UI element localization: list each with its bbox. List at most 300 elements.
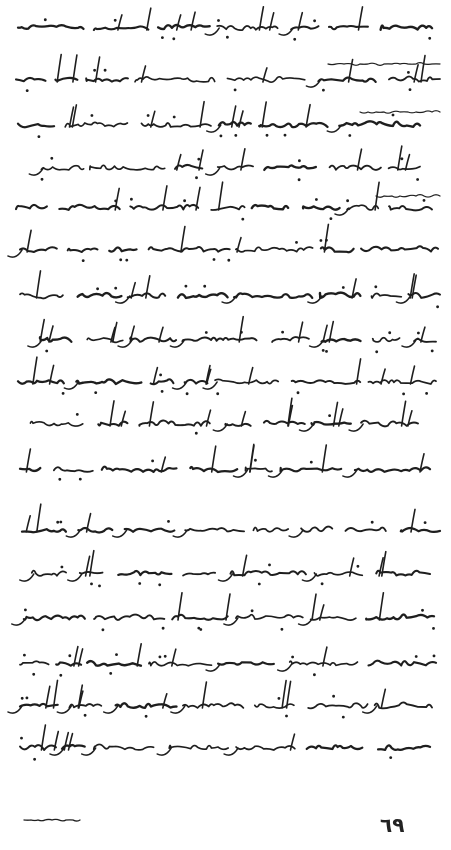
handwritten-word — [16, 205, 47, 209]
handwritten-word — [54, 467, 93, 472]
handwritten-line — [16, 182, 432, 220]
ascender-stroke — [282, 681, 286, 708]
diacritic-dot — [44, 18, 47, 21]
handwritten-word — [314, 572, 362, 576]
ascender-stroke — [421, 327, 425, 342]
diacritic-dot — [415, 655, 418, 658]
diacritic-dot — [45, 350, 48, 353]
handwritten-word — [22, 529, 66, 532]
interlinear-addition — [376, 195, 440, 198]
diacritic-dot — [102, 628, 105, 631]
diacritic-dot — [226, 36, 229, 39]
handwritten-word — [291, 26, 318, 29]
handwritten-word — [231, 571, 306, 575]
handwritten-word — [389, 206, 432, 210]
diacritic-dot — [56, 521, 59, 524]
diacritic-dot — [371, 521, 374, 524]
diacritic-dot — [203, 285, 206, 288]
diacritic-dot — [213, 258, 216, 261]
handwritten-line — [29, 146, 420, 181]
diacritic-dot — [423, 199, 426, 202]
handwritten-word — [183, 573, 215, 576]
handwritten-word — [227, 77, 304, 82]
handwritten-word — [125, 529, 175, 532]
handwritten-line — [28, 317, 436, 353]
descender-stroke — [278, 664, 292, 671]
handwritten-word — [172, 615, 228, 620]
handwritten-word — [94, 615, 164, 620]
diacritic-dot — [322, 349, 325, 352]
diacritic-dot — [62, 392, 65, 395]
handwritten-word — [76, 379, 141, 384]
diacritic-dot — [281, 331, 284, 334]
ascender-stroke — [41, 725, 45, 750]
handwritten-line — [22, 504, 440, 537]
diacritic-dot — [281, 628, 284, 631]
handwritten-word — [32, 571, 66, 576]
handwritten-word — [264, 421, 305, 424]
diacritic-dot — [234, 89, 237, 92]
descender-stroke — [203, 382, 217, 389]
diacritic-dot — [114, 287, 117, 290]
handwritten-word — [346, 528, 386, 532]
handwritten-line — [18, 7, 432, 41]
ascender-stroke — [421, 56, 425, 82]
diacritic-dot — [330, 217, 333, 220]
descender-stroke — [157, 748, 171, 755]
diacritic-dot — [186, 392, 189, 395]
handwritten-word — [211, 206, 244, 210]
handwritten-word — [20, 293, 63, 298]
ascender-stroke — [26, 516, 30, 532]
diacritic-dot — [332, 695, 335, 698]
diacritic-dot — [388, 331, 391, 334]
diacritic-dot — [61, 566, 64, 569]
ascender-stroke — [64, 733, 68, 750]
descender-stroke — [113, 530, 127, 537]
handwritten-word — [308, 703, 367, 708]
ascender-stroke — [57, 55, 61, 83]
diacritic-dot — [164, 655, 167, 658]
handwritten-word — [20, 745, 56, 750]
diacritic-dot — [234, 134, 237, 137]
handwritten-word — [40, 337, 72, 342]
handwritten-word — [149, 247, 230, 252]
diacritic-dot — [251, 609, 254, 612]
diacritic-dot — [130, 198, 133, 201]
handwritten-word — [87, 661, 141, 666]
ascender-stroke — [402, 401, 406, 426]
diacritic-dot — [220, 135, 223, 138]
handwritten-word — [311, 617, 356, 620]
diacritic-dot — [197, 158, 200, 161]
handwritten-line — [18, 102, 420, 138]
handwritten-line — [8, 224, 438, 262]
handwritten-word — [178, 293, 228, 298]
diacritic-dot — [315, 198, 318, 201]
diacritic-dot — [254, 459, 257, 462]
handwritten-word — [41, 166, 83, 170]
diacritic-dot — [313, 19, 316, 22]
handwritten-word — [376, 571, 430, 576]
diacritic-dot — [59, 674, 62, 677]
diacritic-dot — [32, 673, 35, 676]
handwritten-word — [69, 704, 101, 708]
diacritic-dot — [26, 697, 29, 700]
diacritic-dot — [158, 583, 161, 586]
descender-stroke — [8, 250, 22, 257]
diacritic-dot — [159, 374, 162, 377]
handwritten-word — [312, 422, 351, 425]
diacritic-dot — [50, 157, 53, 160]
diacritic-dot — [96, 287, 99, 290]
handwritten-line — [20, 444, 430, 480]
diacritic-dot — [348, 134, 351, 137]
diacritic-dot — [433, 655, 436, 658]
diacritic-dot — [328, 414, 331, 417]
handwritten-word — [369, 661, 437, 666]
handwritten-word — [20, 468, 40, 471]
descender-stroke — [68, 574, 82, 581]
diacritic-dot — [342, 286, 345, 289]
diacritic-dot — [325, 350, 328, 353]
handwritten-word — [109, 248, 136, 252]
catchword — [24, 819, 80, 821]
diacritic-dot — [346, 199, 349, 202]
handwritten-word — [361, 246, 438, 251]
diacritic-dot — [58, 478, 61, 481]
handwritten-word — [252, 205, 288, 209]
diacritic-dot — [109, 672, 112, 675]
descender-stroke — [104, 706, 118, 713]
diacritic-dot — [93, 69, 96, 72]
handwritten-word — [236, 746, 295, 750]
handwritten-word — [118, 571, 171, 575]
diacritic-dot — [119, 258, 122, 261]
handwritten-word — [116, 703, 177, 708]
diacritic-dot — [322, 89, 325, 92]
diacritic-dot — [417, 332, 420, 335]
handwritten-word — [414, 339, 436, 342]
handwritten-word — [217, 26, 277, 30]
handwritten-word — [20, 247, 57, 252]
diacritic-dot — [151, 460, 154, 463]
handwritten-word — [169, 746, 228, 750]
handwritten-word — [78, 528, 112, 532]
handwritten-word — [339, 121, 420, 126]
handwritten-word — [218, 662, 274, 664]
handwritten-word — [381, 26, 432, 30]
diacritic-dot — [402, 393, 405, 396]
diacritic-dot — [416, 178, 419, 181]
ascender-stroke — [299, 322, 303, 342]
ascender-stroke — [312, 594, 316, 620]
ascender-stroke — [147, 8, 151, 30]
diacritic-dot — [195, 176, 198, 179]
interlinear-addition — [360, 111, 440, 114]
ascender-stroke — [137, 644, 141, 666]
ascender-stroke — [200, 102, 204, 127]
handwritten-word — [320, 293, 361, 298]
handwritten-word — [86, 78, 128, 82]
diacritic-dot — [24, 609, 27, 612]
diacritic-dot — [172, 37, 175, 40]
ascender-stroke — [37, 271, 41, 298]
descender-stroke — [206, 168, 220, 175]
diacritic-dot — [436, 305, 439, 308]
diacritic-dot — [23, 654, 26, 657]
diacritic-dot — [285, 715, 288, 718]
diacritic-dot — [159, 656, 162, 659]
diacritic-dot — [104, 69, 107, 72]
handwritten-word — [301, 527, 332, 532]
handwritten-word — [59, 205, 119, 210]
handwritten-line — [20, 725, 430, 761]
diacritic-dot — [91, 114, 94, 117]
handwritten-word — [318, 78, 375, 82]
diacritic-dot — [432, 627, 435, 630]
handwritten-word — [215, 379, 278, 383]
handwritten-word — [24, 616, 85, 621]
ascender-stroke — [239, 111, 243, 127]
handwritten-word — [219, 122, 251, 126]
diacritic-dot — [297, 391, 300, 394]
diacritic-dot — [59, 521, 62, 524]
handwritten-line — [30, 398, 418, 434]
handwritten-word — [218, 166, 253, 170]
ascender-stroke — [40, 320, 44, 342]
ascender-stroke — [219, 182, 223, 210]
ascender-stroke — [153, 368, 157, 384]
diacritic-dot — [284, 134, 287, 137]
descender-stroke — [302, 574, 316, 581]
ascender-stroke — [262, 102, 266, 127]
diacritic-dot — [138, 582, 141, 585]
descender-stroke — [205, 28, 219, 35]
diacritic-dot — [161, 36, 164, 39]
handwritten-word — [94, 26, 148, 30]
diacritic-dot — [298, 178, 301, 181]
diacritic-dot — [278, 697, 281, 700]
diacritic-dot — [325, 239, 328, 242]
handwritten-word — [236, 615, 303, 619]
diacritic-dot — [342, 716, 345, 719]
handwritten-word — [236, 247, 313, 252]
handwritten-word — [303, 206, 340, 209]
handwritten-line — [18, 357, 436, 395]
ascender-stroke — [406, 155, 410, 170]
diacritic-dot — [76, 413, 79, 416]
ascender-stroke — [177, 155, 181, 170]
handwritten-line — [12, 593, 435, 631]
handwritten-word — [259, 123, 327, 127]
diacritic-dot — [216, 392, 219, 395]
handwritten-line — [8, 680, 432, 718]
diacritic-dot — [268, 564, 271, 567]
diacritic-dot — [389, 756, 392, 759]
diacritic-dot — [428, 37, 431, 40]
diacritic-dot — [375, 350, 378, 353]
diacritic-dot — [197, 627, 200, 630]
handwritten-word — [185, 528, 244, 531]
handwritten-word — [368, 380, 436, 384]
ascender-stroke — [322, 445, 326, 472]
handwritten-word — [190, 467, 237, 472]
diacritic-dot — [145, 715, 148, 718]
ascender-stroke — [379, 593, 383, 620]
diacritic-dot — [125, 259, 128, 262]
diacritic-dot — [392, 114, 395, 117]
diacritic-dot — [82, 259, 85, 262]
handwritten-word — [234, 293, 312, 298]
handwritten-word — [185, 380, 208, 384]
handwritten-word — [87, 338, 123, 342]
handwritten-word — [355, 467, 430, 471]
handwritten-word — [182, 338, 256, 342]
diacritic-dot — [401, 157, 404, 160]
diacritic-dot — [79, 478, 82, 481]
diacritic-dot — [425, 392, 428, 395]
diacritic-dot — [98, 585, 101, 588]
handwritten-word — [130, 337, 176, 341]
diacritic-dot — [173, 116, 176, 119]
handwritten-word — [149, 662, 212, 666]
diacritic-dot — [147, 114, 150, 117]
handwritten-word — [225, 424, 250, 426]
diacritic-dot — [291, 656, 294, 659]
diacritic-dot — [407, 71, 410, 74]
ascender-stroke — [46, 686, 50, 708]
diacritic-dot — [409, 88, 412, 91]
handwritten-word — [321, 247, 354, 252]
handwritten-word — [158, 25, 210, 29]
diacritic-dot — [424, 521, 427, 524]
diacritic-dot — [162, 627, 165, 630]
diacritic-dot — [26, 89, 29, 92]
handwritten-word — [18, 124, 54, 128]
descender-stroke — [289, 530, 303, 537]
diacritic-dot — [115, 653, 118, 656]
ascender-stroke — [121, 411, 125, 426]
diacritic-dot — [240, 331, 243, 334]
diacritic-dot — [258, 583, 261, 586]
diacritic-dot — [298, 159, 301, 162]
handwritten-word — [401, 528, 440, 532]
diacritic-dot — [227, 259, 230, 262]
handwritten-word — [102, 467, 177, 472]
diacritic-dot — [185, 285, 188, 288]
handwritten-line — [20, 644, 436, 677]
descender-stroke — [64, 382, 78, 389]
diacritic-dot — [421, 609, 424, 612]
diacritic-dot — [217, 19, 220, 22]
ascender-stroke — [239, 317, 243, 342]
diacritic-dot — [161, 390, 164, 393]
diacritic-dot — [68, 654, 71, 657]
handwritten-word — [16, 78, 46, 81]
ascender-stroke — [37, 504, 41, 532]
diacritic-dot — [293, 38, 296, 41]
diacritic-dot — [114, 19, 117, 22]
handwritten-word — [94, 744, 154, 749]
handwritten-word — [329, 26, 368, 29]
diacritic-dot — [90, 583, 93, 586]
handwritten-line — [20, 271, 440, 308]
diacritic-dot — [21, 697, 24, 700]
diacritic-dot — [357, 565, 360, 568]
handwritten-line — [20, 551, 430, 588]
handwritten-word — [78, 293, 122, 297]
diacritic-dot — [374, 285, 377, 288]
handwritten-word — [307, 745, 363, 749]
handwritten-word — [20, 661, 49, 665]
diacritic-dot — [313, 673, 316, 676]
handwritten-word — [372, 293, 402, 298]
diacritic-dot — [183, 199, 186, 202]
handwritten-word — [68, 248, 98, 252]
diacritic-dot — [33, 758, 36, 761]
handwritten-word — [56, 662, 81, 665]
diacritic-dot — [20, 737, 23, 740]
ascender-stroke — [27, 230, 31, 252]
handwritten-word — [20, 704, 58, 707]
ascender-stroke — [110, 401, 114, 426]
handwritten-word — [90, 165, 165, 170]
handwritten-word — [292, 380, 361, 384]
handwritten-word — [373, 338, 400, 342]
diacritic-dot — [114, 200, 117, 203]
diacritic-dot — [84, 714, 87, 717]
handwritten-word — [253, 528, 288, 532]
ascender-stroke — [381, 369, 385, 384]
ascender-stroke — [381, 689, 385, 708]
handwritten-word — [264, 165, 316, 169]
handwritten-word — [272, 337, 309, 342]
handwritten-word — [366, 615, 434, 620]
ascender-stroke — [86, 556, 90, 576]
diacritic-dot — [38, 135, 41, 138]
handwritten-word — [375, 702, 432, 708]
diacritic-dot — [94, 391, 97, 394]
handwritten-line — [16, 55, 440, 93]
handwritten-word — [18, 380, 64, 383]
diacritic-dot — [195, 432, 198, 435]
diacritic-dot — [320, 239, 323, 242]
handwritten-word — [330, 166, 381, 170]
handwritten-word — [389, 167, 420, 170]
handwritten-word — [322, 339, 361, 342]
diacritic-dot — [321, 582, 324, 585]
handwritten-word — [135, 77, 215, 82]
diacritic-dot — [431, 350, 434, 353]
ascender-stroke — [69, 734, 73, 750]
handwritten-word — [347, 205, 378, 210]
handwritten-word — [183, 703, 244, 708]
ascender-stroke — [334, 402, 338, 426]
handwritten-word — [175, 165, 202, 169]
descender-stroke — [349, 424, 363, 431]
handwritten-word — [255, 704, 294, 708]
handwritten-word — [378, 745, 430, 749]
descender-stroke — [20, 574, 34, 581]
descender-stroke — [219, 574, 233, 581]
diacritic-dot — [241, 218, 244, 221]
handwritten-word — [65, 122, 127, 127]
diacritic-dot — [205, 331, 208, 334]
diacritic-dot — [310, 461, 313, 464]
diacritic-dot — [266, 134, 269, 137]
diacritic-dot — [167, 520, 170, 523]
